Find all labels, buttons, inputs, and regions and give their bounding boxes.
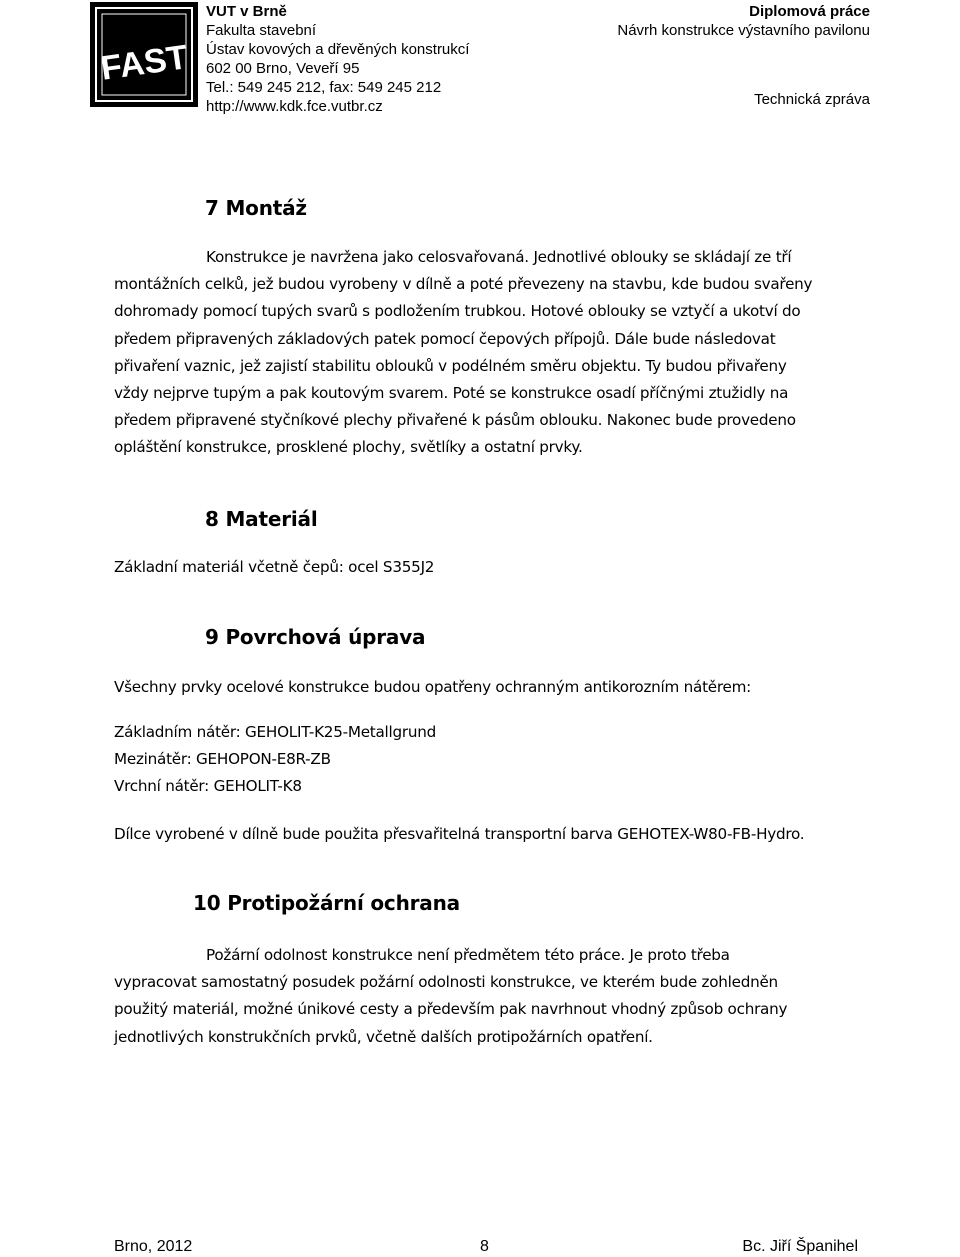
paragraph-line: dohromady pomocí tupých svarů s podložením trubkou. Hotové oblouky se vztyčí a ukotví do xyxy=(114,302,801,321)
heading-pozar: 10 Protipožární ochrana xyxy=(193,891,460,915)
phone-fax: Tel.: 549 245 212, fax: 549 245 212 xyxy=(206,79,442,96)
paragraph-montaz xyxy=(114,244,854,462)
logo-text: FAST xyxy=(98,38,190,88)
paragraph-line: předem připravených základových patek pomocí čepových přípojů. Dále bude následovat xyxy=(114,329,776,348)
thesis-title: Návrh konstrukce výstavního pavilonu xyxy=(617,22,870,39)
website-link[interactable]: http://www.kdk.fce.vutbr.cz xyxy=(206,98,383,115)
coating-intro: Všechny prvky ocelové konstrukce budou opatřeny ochranným antikorozním nátěrem: xyxy=(114,678,752,696)
university-name: VUT v Brně xyxy=(206,3,287,20)
paragraph-line: předem připravené styčníkové plechy přivařené k pásům oblouku. Nakonec bude provedeno xyxy=(114,411,796,430)
header-institution xyxy=(206,2,536,116)
coating-base: Základním nátěr: GEHOLIT-K25-Metallgrund xyxy=(114,723,437,741)
heading-povrch: 9 Povrchová úprava xyxy=(205,625,426,649)
paragraph-line: montážních celků, jež budou vyrobeny v dílně a poté převezeny na stavbu, kde budou svařeny xyxy=(114,275,813,294)
fast-logo-graphic xyxy=(90,2,198,107)
department-name: Ústav kovových a dřevěných konstrukcí xyxy=(206,41,470,58)
footer-author: Bc. Jiří Španihel xyxy=(742,1238,858,1255)
coating-note: Dílce vyrobené v dílně bude použita přesvařitelná transportní barva GEHOTEX-W80-FB-Hydro. xyxy=(114,825,805,843)
faculty-name: Fakulta stavební xyxy=(206,22,317,39)
paragraph-pozar xyxy=(114,942,854,1051)
fast-logo xyxy=(90,2,198,107)
paragraph-line: vypracovat samostatný posudek požární odolnosti konstrukce, ve kterém bude zohledněn xyxy=(114,973,778,992)
paragraph-line: jednotlivých konstrukčních prvků, včetně dalších protipožárních opatření. xyxy=(114,1027,653,1046)
paragraph-line: přivaření vaznic, jež zajistí stabilitu oblouků v podélném směru objektu. Ty budou přivařeny xyxy=(114,356,787,375)
heading-montaz: 7 Montáž xyxy=(205,196,307,220)
thesis-type: Diplomová práce xyxy=(749,3,870,20)
header-document xyxy=(540,2,870,108)
address: 602 00 Brno, Veveří 95 xyxy=(206,60,360,77)
material-text: Základní materiál včetně čepů: ocel S355J2 xyxy=(114,558,435,576)
document-type: Technická zpráva xyxy=(754,91,870,108)
paragraph-line: použitý materiál, možné únikové cesty a především pak navrhnout vhodný způsob ochrany xyxy=(114,1000,788,1019)
coating-top: Vrchní nátěr: GEHOLIT-K8 xyxy=(114,777,302,795)
paragraph-line: vždy nejprve tupým a pak koutovým svarem. Poté se konstrukce osadí příčnými ztužidly na xyxy=(114,383,789,402)
page-number: 8 xyxy=(480,1238,489,1255)
paragraph-line: Konstrukce je navržena jako celosvařovaná. Jednotlivé oblouky se skládají ze tří xyxy=(206,248,792,266)
paragraph-line: opláštění konstrukce, prosklené plochy, světlíky a ostatní prvky. xyxy=(114,438,583,457)
paragraph-line: Požární odolnost konstrukce není předmětem této práce. Je proto třeba xyxy=(206,946,730,964)
coating-intermediate: Mezinátěr: GEHOPON-E8R-ZB xyxy=(114,750,331,768)
footer-place-year: Brno, 2012 xyxy=(114,1238,193,1255)
heading-material: 8 Materiál xyxy=(205,507,318,531)
